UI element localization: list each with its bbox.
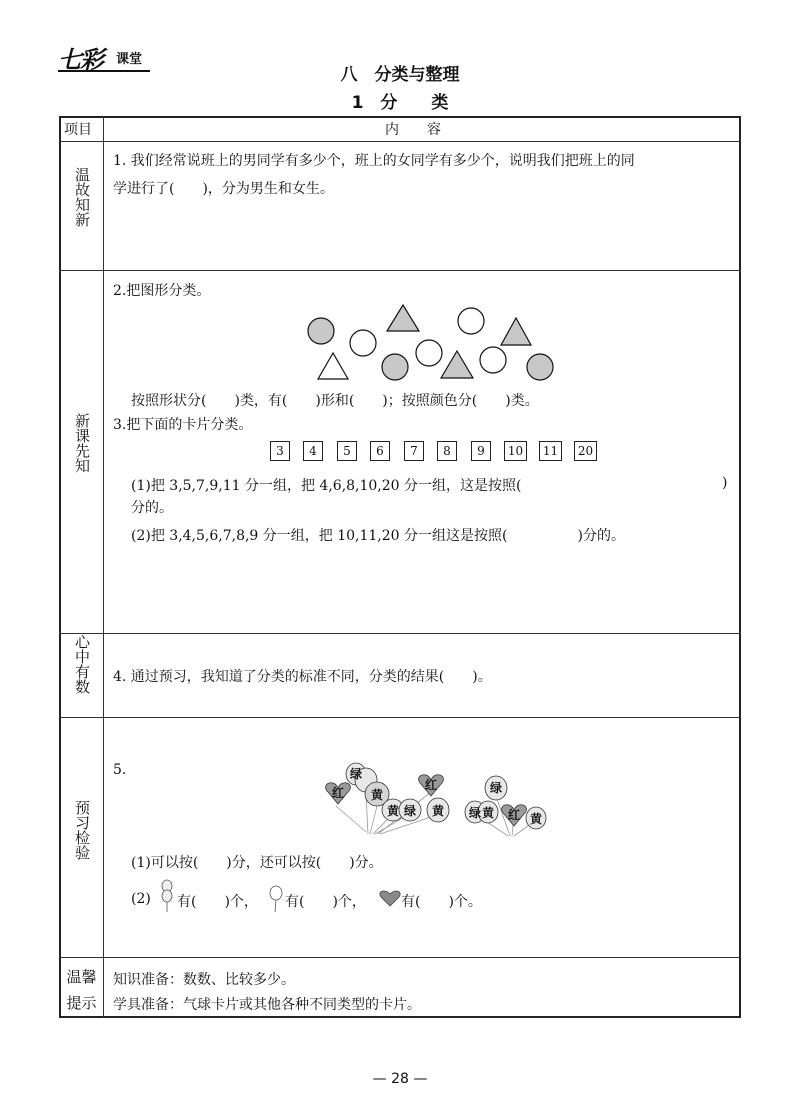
white-triangle-shape [318, 353, 348, 379]
number-card: 10 [504, 441, 527, 461]
tips-materials: 学具准备：气球卡片或其他各种不同类型的卡片。 [113, 997, 421, 1013]
balloon-label: 黄 [370, 788, 384, 802]
brand-logo-sub: 课堂 [116, 52, 143, 67]
q2-answer: 按照形状分( )类，有( )形和( )；按照颜色分( )类。 [131, 393, 539, 409]
shapes-figure [300, 300, 560, 385]
heart-balloon-icon [378, 889, 402, 907]
number-card: 8 [437, 441, 457, 461]
q3-part1-close: ) [722, 475, 728, 491]
q3-part1-line1: (1)把 3,5,7,9,11 分一组，把 4,6,8,10,20 分一组，这是按照( [131, 478, 522, 494]
q3-part2: (2)把 3,4,5,6,7,8,9 分一组，把 10,11,20 分一组这是按照( )分的。 [131, 528, 625, 544]
brand-logo-main: 七彩 [58, 46, 102, 74]
balloon-bunch-icon [157, 879, 177, 913]
gray-triangle-shape [387, 305, 419, 331]
round-balloon-icon [267, 885, 285, 913]
balloons-figure [318, 762, 558, 838]
gray-triangle-shape [441, 351, 473, 378]
white-circle-shape [416, 340, 442, 366]
number-card: 7 [404, 441, 424, 461]
column-header-item: 项目 [64, 122, 92, 138]
gray-circle-shape [308, 318, 334, 344]
balloon-label: 黄 [481, 806, 495, 820]
row-divider [59, 957, 741, 958]
number-card: 3 [270, 441, 290, 461]
gray-circle-shape [527, 354, 553, 380]
row-divider [59, 270, 741, 271]
lesson-title: 1 分 类 [351, 93, 449, 113]
white-circle-shape [350, 330, 376, 356]
balloon-label: 红 [424, 778, 438, 792]
number-card: 5 [337, 441, 357, 461]
balloon-label: 红 [507, 808, 521, 822]
q5-part2-prefix: (2) [131, 891, 151, 907]
row-divider [59, 717, 741, 718]
number-card: 11 [539, 441, 562, 461]
q5-part2-count-c: 有( )个。 [401, 894, 482, 910]
q4-text: 4. 通过预习，我知道了分类的标准不同，分类的结果( )。 [113, 669, 492, 685]
row-divider [59, 141, 741, 142]
q3-title: 3.把下面的卡片分类。 [113, 417, 253, 433]
number-card: 9 [471, 441, 491, 461]
q5-part1: (1)可以按( )分，还可以按( )分。 [131, 855, 383, 871]
number-card: 20 [574, 441, 597, 461]
q5-part2-count-a: 有( )个， [177, 894, 258, 910]
gray-circle-shape [382, 354, 408, 380]
q5-number: 5. [113, 762, 127, 778]
white-circle-shape [480, 347, 506, 373]
balloon-label: 黄 [386, 804, 400, 818]
section-label-preview: 新课先知 [73, 413, 91, 473]
section-label-tips-2: 提示 [66, 994, 97, 1012]
section-label-mind: 心中有数 [73, 634, 91, 694]
balloon-label: 绿 [349, 767, 363, 781]
column-header-content: 内 容 [385, 122, 441, 138]
section-label-review: 温故知新 [73, 167, 91, 227]
page-number: — 28 — [372, 1071, 428, 1087]
q5-part2-count-b: 有( )个， [285, 894, 366, 910]
balloon-label: 绿 [489, 781, 503, 795]
column-divider [103, 116, 104, 1018]
q3-part1-line2: 分的。 [131, 500, 173, 516]
white-circle-shape [458, 308, 484, 334]
section-label-tips-1: 温馨 [66, 968, 97, 986]
balloon-label: 黄 [529, 812, 543, 826]
row-divider [59, 633, 741, 634]
balloon-label: 红 [331, 786, 345, 800]
q2-title: 2.把图形分类。 [113, 283, 211, 299]
number-card: 4 [303, 441, 323, 461]
q1-line2: 学进行了( )，分为男生和女生。 [113, 181, 334, 197]
number-card: 6 [370, 441, 390, 461]
unit-title: 八 分类与整理 [340, 65, 460, 85]
balloon-label: 绿 [468, 806, 482, 820]
q1-line1: 1. 我们经常说班上的男同学有多少个，班上的女同学有多少个，说明我们把班上的同 [113, 153, 635, 169]
balloon-label: 绿 [403, 804, 417, 818]
gray-triangle-shape [501, 318, 531, 345]
tips-knowledge: 知识准备：数数、比较多少。 [113, 972, 295, 988]
section-label-check: 预习检验 [73, 800, 91, 860]
balloon-label: 黄 [431, 804, 445, 818]
